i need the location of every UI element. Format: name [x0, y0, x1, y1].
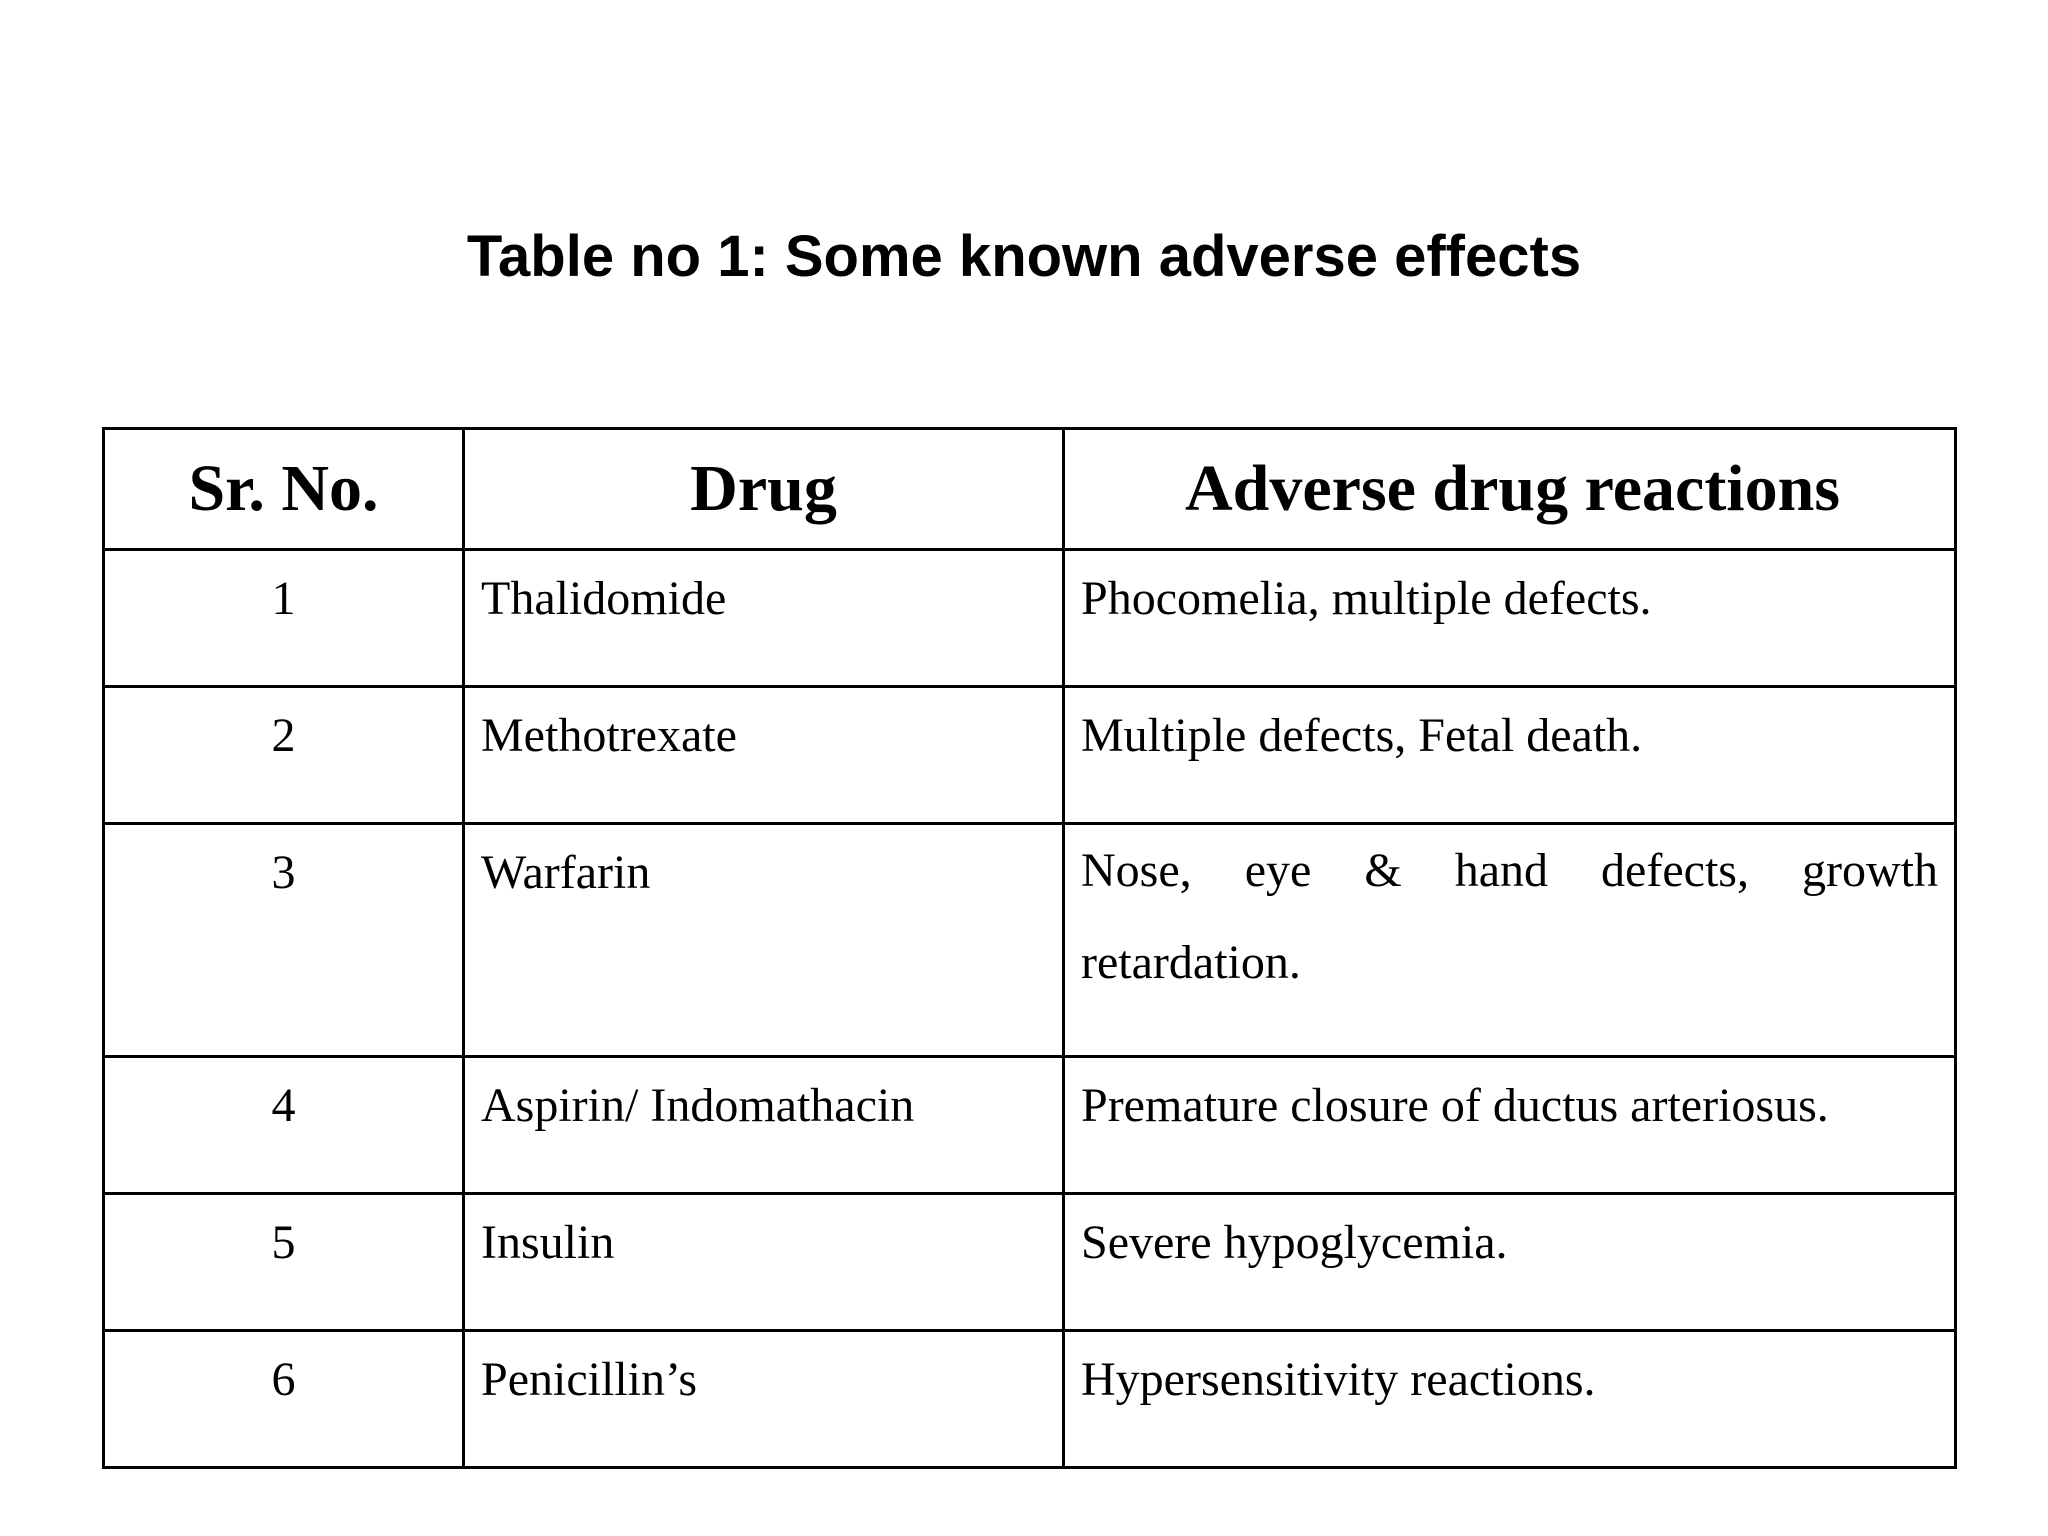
cell-reaction: Nose, eye & hand defects, growth retardation. [1064, 824, 1956, 1057]
header-sr-no: Sr. No. [104, 429, 464, 550]
cell-drug: Thalidomide [464, 550, 1064, 687]
cell-drug: Methotrexate [464, 687, 1064, 824]
cell-drug: Penicillin’s [464, 1331, 1064, 1468]
cell-drug: Aspirin/ Indomathacin [464, 1057, 1064, 1194]
cell-sr-no: 1 [104, 550, 464, 687]
table-title: Table no 1: Some known adverse effects [466, 224, 1582, 289]
cell-sr-no: 2 [104, 687, 464, 824]
cell-reaction: Hypersensitivity reactions. [1064, 1331, 1956, 1468]
table-row [104, 1331, 1956, 1468]
cell-sr-no: 5 [104, 1194, 464, 1331]
cell-reaction: Phocomelia, multiple defects. [1064, 550, 1956, 687]
table-row [104, 687, 1956, 824]
cell-drug: Warfarin [464, 824, 1064, 1057]
cell-reaction: Premature closure of ductus arteriosus. [1064, 1057, 1956, 1194]
table-row [104, 824, 1956, 1057]
adverse-effects-table [102, 427, 1957, 1469]
cell-drug: Insulin [464, 1194, 1064, 1331]
table-row [104, 1194, 1956, 1331]
table-row [104, 1057, 1956, 1194]
table-header-row [104, 429, 1956, 550]
header-adverse-reactions: Adverse drug reactions [1064, 429, 1956, 550]
cell-reaction: Severe hypoglycemia. [1064, 1194, 1956, 1331]
cell-sr-no: 3 [104, 824, 464, 1057]
cell-sr-no: 4 [104, 1057, 464, 1194]
cell-sr-no: 6 [104, 1331, 464, 1468]
cell-reaction: Multiple defects, Fetal death. [1064, 687, 1956, 824]
table-row [104, 550, 1956, 687]
header-drug: Drug [464, 429, 1064, 550]
